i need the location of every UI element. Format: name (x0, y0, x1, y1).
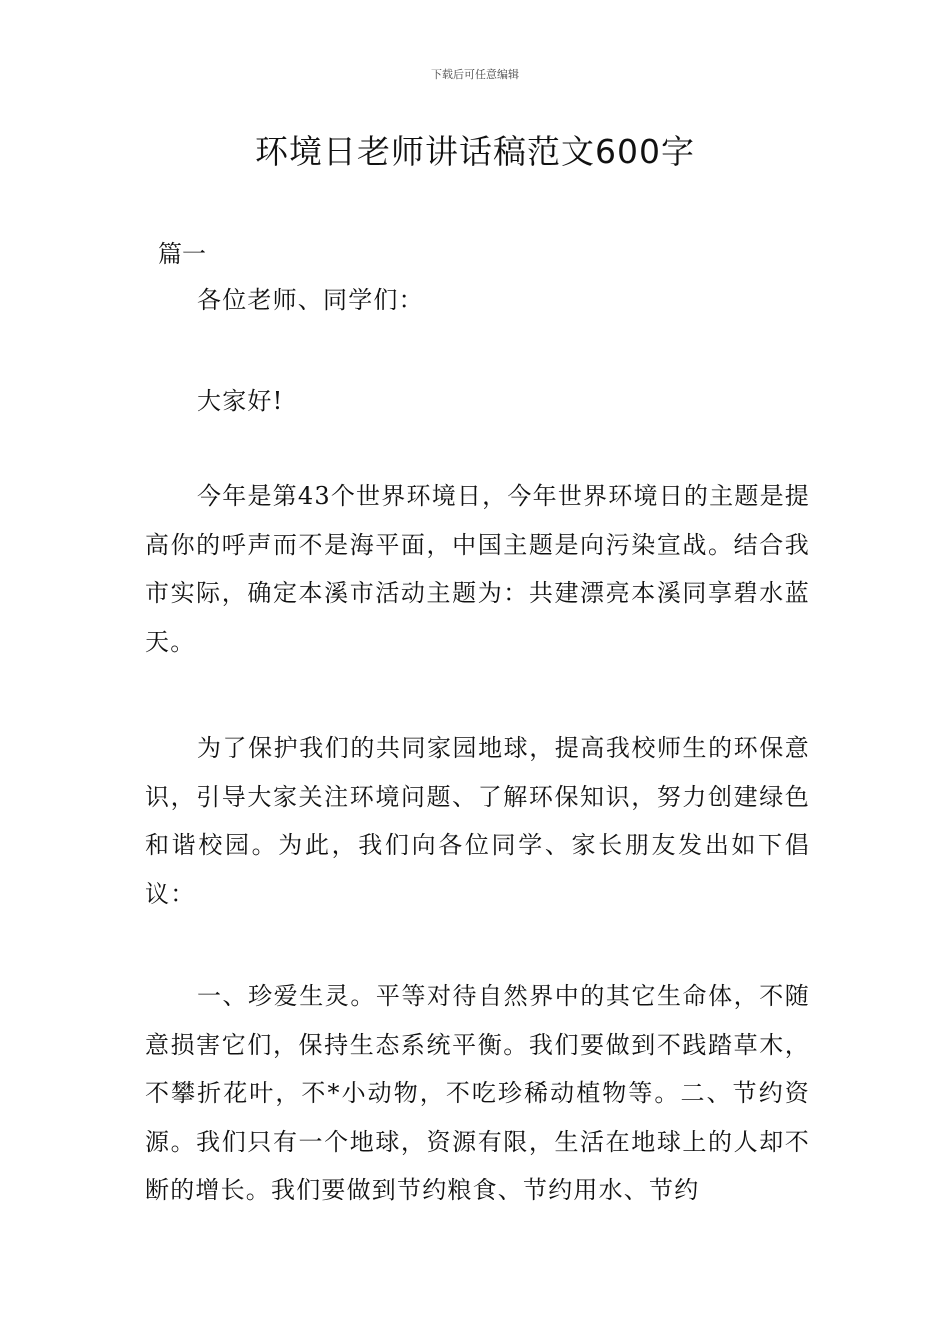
body-paragraph-3: 一、珍爱生灵。平等对待自然界中的其它生命体，不随意损害它们，保持生态系统平衡。我们要做到不践踏草木，不攀折花叶，不*小动物，不吃珍稀动植物等。二、节约资源。我们只有一个地球，资源有限，生活在地球上的人却不断的增长。我们要做到节约粮食、节约用水、节约 (145, 982, 810, 1204)
header-note: 下载后可任意编辑 (431, 68, 519, 81)
body-paragraph-2: 为了保护我们的共同家园地球，提高我校师生的环保意识，引导大家关注环境问题、了解环保知识，努力创建绿色和谐校园。为此，我们向各位同学、家长朋友发出如下倡议： (145, 734, 810, 908)
body-paragraph-1: 今年是第43个世界环境日，今年世界环境日的主题是提高你的呼声而不是海平面，中国主题是向污染宣战。结合我市实际，确定本溪市活动主题为：共建漂亮本溪同享碧水蓝天。 (145, 482, 810, 656)
document-title: 环境日老师讲话稿范文600字 (255, 132, 695, 171)
greeting-paragraph: 大家好! (197, 387, 284, 415)
salutation-paragraph: 各位老师、同学们： (197, 286, 424, 314)
section-label: 篇一 (158, 240, 206, 268)
